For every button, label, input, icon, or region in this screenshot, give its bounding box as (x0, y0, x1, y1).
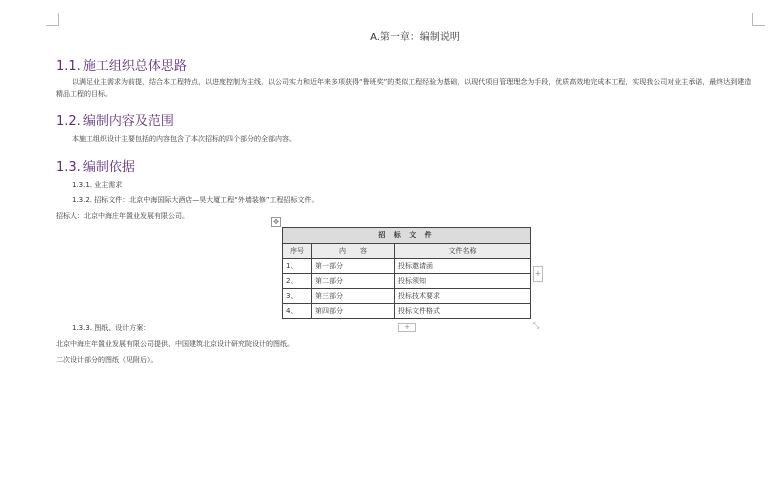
section-title: 编制依据 (82, 160, 135, 175)
table-cell: 投标邀请函 (395, 259, 531, 274)
section-number: 1.2. (56, 114, 81, 129)
table-row (283, 289, 531, 304)
drawings-line: 北京中海庄年置业发展有限公司提供、中国建筑北京设计研究院设计的图纸。 (56, 340, 294, 348)
item-1-3-2: 1.3.2. 招标文件：北京中海国际大酒店—昊大厦工程“外墙装修”工程招标文件。 (72, 196, 319, 204)
paragraph-1-1: 以满足业主需求为前提，结合本工程特点，以进度控制为主线，以公司实力和近年来多项获得“鲁班奖”的类似工程经验为基础，以现代项目管理理念为手段，优质高效地完成本工程，实现我公司对业主承诺，最终达到建造精品工程的目标。 (56, 78, 752, 98)
page-corner-mark (46, 13, 59, 26)
table-title: 招 标 文 件 (283, 228, 531, 244)
table-cell: 投标技术要求 (395, 289, 531, 304)
table-cell: 2、 (283, 274, 312, 289)
section-title: 编制内容及范围 (82, 114, 174, 129)
bidder-line: 招标人：北京中海庄年置业发展有限公司。 (56, 212, 189, 220)
page-corner-mark (752, 13, 765, 26)
table-cell: 第一部分 (312, 259, 395, 274)
section-number: 1.1. (56, 59, 81, 74)
plus-icon[interactable]: + (398, 323, 416, 332)
plus-icon[interactable]: + (533, 266, 543, 282)
item-1-3-3: 1.3.3. 图纸、设计方案： (72, 324, 151, 332)
move-handle-icon[interactable]: ✥ (271, 217, 281, 227)
section-title: 施工组织总体思路 (82, 59, 187, 74)
header-cell: 内 容 (312, 244, 395, 259)
section-heading-1-3 (56, 156, 135, 175)
section-heading-1-2 (56, 110, 174, 129)
section-number: 1.3. (56, 160, 81, 175)
bid-documents-table (282, 227, 531, 319)
table-cell: 投标文件格式 (395, 304, 531, 319)
table-cell: 第三部分 (312, 289, 395, 304)
header-cell: 文件名称 (395, 244, 531, 259)
table-cell: 4、 (283, 304, 312, 319)
table-cell: 第二部分 (312, 274, 395, 289)
secondary-drawings-line: 二次设计部分的图纸（见附后）。 (56, 356, 158, 364)
resize-corner-icon[interactable]: ⤡ (533, 321, 540, 330)
table-row (283, 259, 531, 274)
header-cell: 序号 (283, 244, 312, 259)
table-row (283, 304, 531, 319)
table-cell: 第四部分 (312, 304, 395, 319)
section-heading-1-1 (56, 55, 187, 74)
table-cell: 投标须知 (395, 274, 531, 289)
chapter-title: A.第一章：编制说明 (370, 32, 460, 43)
table-cell: 3、 (283, 289, 312, 304)
paragraph-1-2: 本施工组织设计主要包括的内容包含了本次招标的四个部分的全部内容。 (72, 135, 296, 143)
table-header-row (283, 244, 531, 259)
table-row (283, 274, 531, 289)
item-1-3-1: 1.3.1. 业主需求 (72, 181, 123, 189)
table-cell: 1、 (283, 259, 312, 274)
